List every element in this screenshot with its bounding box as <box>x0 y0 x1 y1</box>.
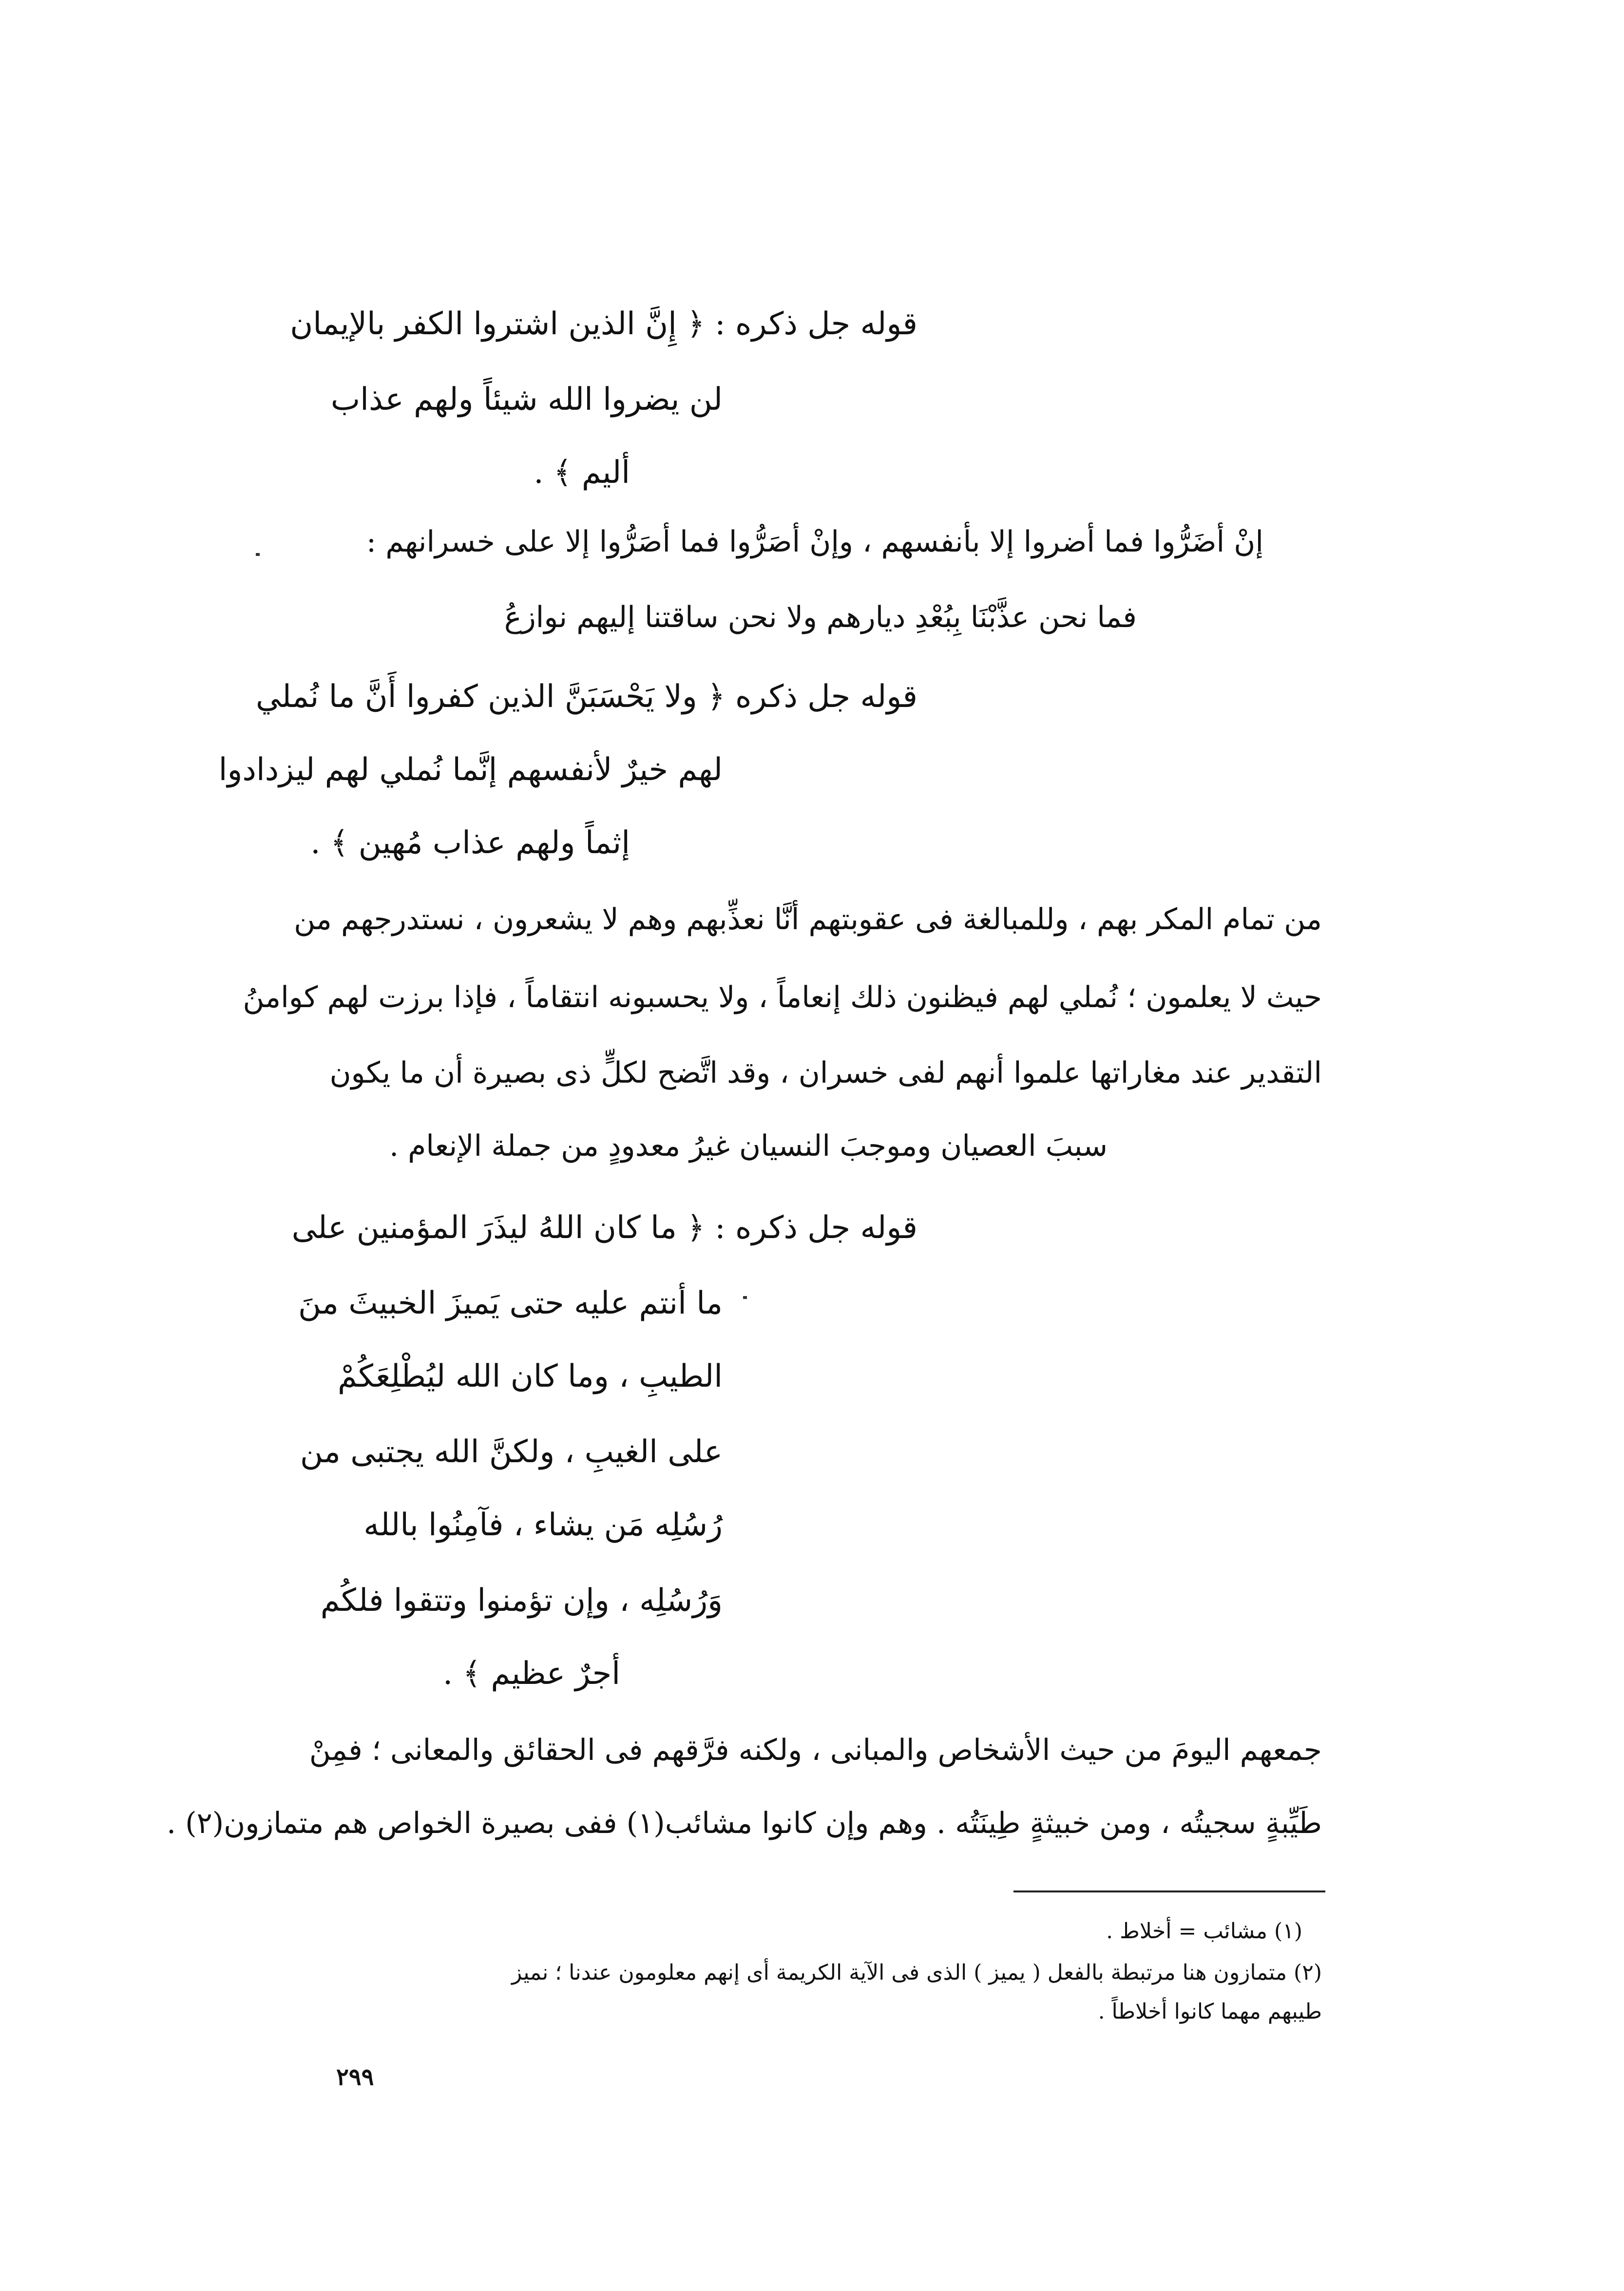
commentary-line: حيث لا يعلمون ؛ نُملي لهم فيظنون ذلك إنعاماً ، ولا يحسبونه انتقاماً ، فإذا برزت لهم كوامنُ <box>243 980 1322 1014</box>
scan-speck <box>743 1296 747 1299</box>
verse-line: قوله جل ذكره : ﴿ ما كان اللهُ ليذَرَ المؤمنين على <box>291 1210 917 1246</box>
commentary-line: سببَ العصيان وموجبَ النسيان غيرُ معدودٍ من جملة الإنعام . <box>389 1129 1108 1163</box>
verse-line: لن يضروا الله شيئاً ولهم عذاب <box>330 382 723 418</box>
verse-line: أجرٌ عظيم ﴾ . <box>442 1656 620 1692</box>
commentary-line: من تمام المكر بهم ، وللمبالغة فى عقوبتهم أنَّا نعذِّبهم وهم لا يشعرون ، نستدرجهم من <box>294 902 1322 936</box>
footnote: (٢) متمازون هنا مرتبطة بالفعل ( يميز ) الذى فى الآية الكريمة أى إنهم معلومون عندنا ؛ نميز <box>511 1960 1322 1985</box>
commentary-line: إنْ أضَرُّوا فما أضروا إلا بأنفسهم ، وإنْ أصَرُّوا فما أصَرُّوا إلا على خسرانهم : <box>366 525 1263 559</box>
footnote: طيبهم مهما كانوا أخلاطاً . <box>1098 1999 1322 2024</box>
verse-line: رُسُلِه مَن يشاء ، فآمِنُوا بالله <box>363 1507 723 1543</box>
verse-line: ما أنتم عليه حتى يَميزَ الخبيثَ منَ <box>298 1285 723 1321</box>
verse-line: لهم خيرٌ لأنفسهم إنَّما نُملي لهم ليزدادوا <box>218 752 723 788</box>
commentary-line: طَيِّبةٍ سجيتُه ، ومن خبيثةٍ طِينَتُه . وهم وإن كانوا مشائب(١) ففى بصيرة الخواص هم متمازون(٢) . <box>166 1806 1322 1840</box>
page-number: ٢٩٩ <box>336 2063 374 2091</box>
verse-line: وَرُسُلِه ، وإن تؤمنوا وتتقوا فلكُم <box>320 1583 723 1619</box>
footnote-separator <box>1013 1890 1325 1892</box>
verse-line: على الغيبِ ، ولكنَّ الله يجتبى من <box>300 1434 723 1470</box>
footnote: (١) مشائب = أخلاط . <box>1106 1919 1302 1944</box>
verse-line: قوله جل ذكره : ﴿ إِنَّ الذين اشتروا الكفر بالإيمان <box>290 306 917 342</box>
verse-line: الطيبِ ، وما كان الله ليُطْلِعَكُمْ <box>337 1358 723 1394</box>
verse-line: قوله جل ذكره ﴿ ولا يَحْسَبَنَّ الذين كفروا أَنَّ ما نُملي <box>255 679 917 715</box>
scan-speck <box>256 553 260 556</box>
verse-line: أليم ﴾ . <box>534 455 630 491</box>
verse-line: إثماً ولهم عذاب مُهين ﴾ . <box>310 825 630 861</box>
commentary-line: التقدير عند مغاراتها علموا أنهم لفى خسران ، وقد اتَّضح لكلٍّ ذى بصيرة أن ما يكون <box>329 1056 1322 1090</box>
poem-line: فما نحن عذَّبْنَا بِبُعْدِ ديارهم ولا نحن ساقتنا إليهم نوازعُ <box>504 600 1137 634</box>
commentary-line: جمعهم اليومَ من حيث الأشخاص والمبانى ، ولكنه فرَّقهم فى الحقائق والمعانى ؛ فمِنْ <box>309 1733 1322 1767</box>
